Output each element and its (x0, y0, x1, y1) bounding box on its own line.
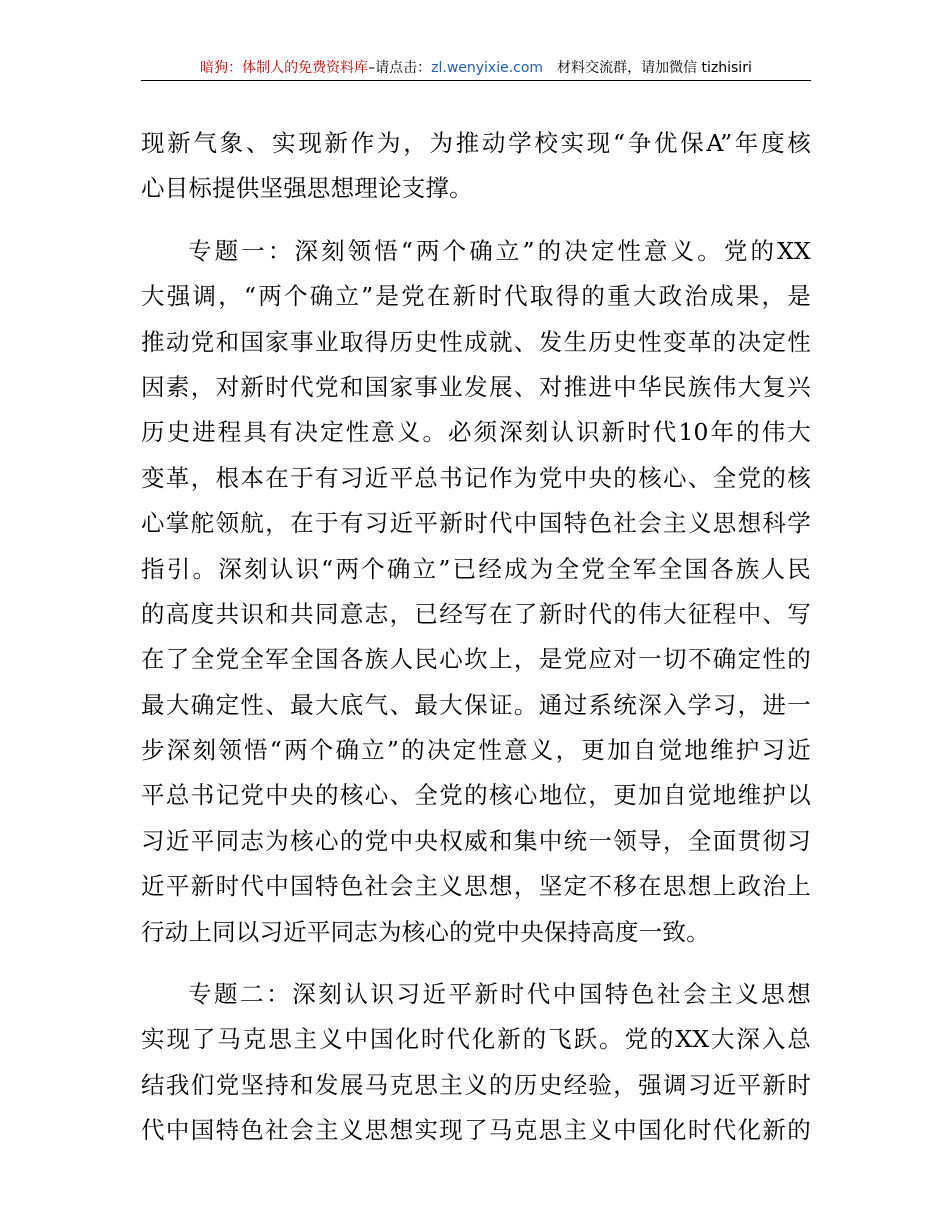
text-line: 专题二：深刻认识习近平新时代中国特色社会主义思想 (188, 980, 811, 1009)
text-line: 步深刻领悟“两个确立”的决定性意义，更加自觉地维护习近 (141, 736, 811, 765)
text-line: 结我们党坚持和发展马克思主义的历史经验，强调习近平新时 (141, 1070, 811, 1099)
page-header (141, 56, 811, 81)
text-line: 的高度共识和共同意志，已经写在了新时代的伟大征程中、写 (141, 599, 811, 628)
text-line: 推动党和国家事业取得历史性成就、发生历史性变革的决定性 (141, 327, 811, 356)
text-line: 实现了马克思主义中国化时代化新的飞跃。党的XX大深入总 (141, 1025, 811, 1054)
text-line: 大强调，“两个确立”是党在新时代取得的重大政治成果，是 (141, 282, 811, 311)
paragraph-intro-continuation (141, 121, 811, 212)
text-line: 现新气象、实现新作为，为推动学校实现“争优保A”年度核 (141, 129, 811, 157)
text-line: 在了全党全军全国各族人民心坎上，是党应对一切不确定性的 (141, 645, 811, 674)
paragraph-topic-one (141, 229, 811, 955)
text-line: 历史进程具有决定性意义。必须深刻认识新时代10年的伟大 (141, 418, 811, 447)
text-line: 指引。深刻认识“两个确立”已经成为全党全军全国各族人民 (141, 554, 811, 583)
text-line: 代中国特色社会主义思想实现了马克思主义中国化时代化新的 (141, 1116, 811, 1145)
text-line: 平总书记党中央的核心、全党的核心地位，更加自觉地维护以 (141, 781, 811, 810)
document-body (141, 121, 811, 1154)
header-group-note: 材料交流群，请加微信 tizhisiri (557, 60, 752, 76)
text-line: 行动上同以习近平同志为核心的党中央保持高度一致。 (141, 917, 710, 946)
text-line: 变革，根本在于有习近平总书记作为党中央的核心、全党的核 (141, 463, 811, 492)
header-prompt: –请点击： (368, 60, 432, 76)
text-line: 心掌舵领航，在于有习近平新时代中国特色社会主义思想科学 (141, 509, 811, 538)
text-line: 因素，对新时代党和国家事业发展、对推进中华民族伟大复兴 (141, 372, 811, 401)
text-line: 心目标提供坚强思想理论支撑。 (141, 174, 473, 203)
header-brand: 暗狗：体制人的免费资料库 (200, 60, 369, 76)
header-url-link[interactable]: zl.wenyixie.com (431, 60, 544, 76)
text-line: 近平新时代中国特色社会主义思想，坚定不移在思想上政治上 (141, 872, 811, 901)
paragraph-topic-two (141, 972, 811, 1154)
text-line: 专题一：深刻领悟“两个确立”的决定性意义。党的XX (188, 236, 811, 265)
text-line: 习近平同志为核心的党中央权威和集中统一领导，全面贯彻习 (141, 826, 811, 855)
text-line: 最大确定性、最大底气、最大保证。通过系统深入学习，进一 (141, 690, 811, 719)
